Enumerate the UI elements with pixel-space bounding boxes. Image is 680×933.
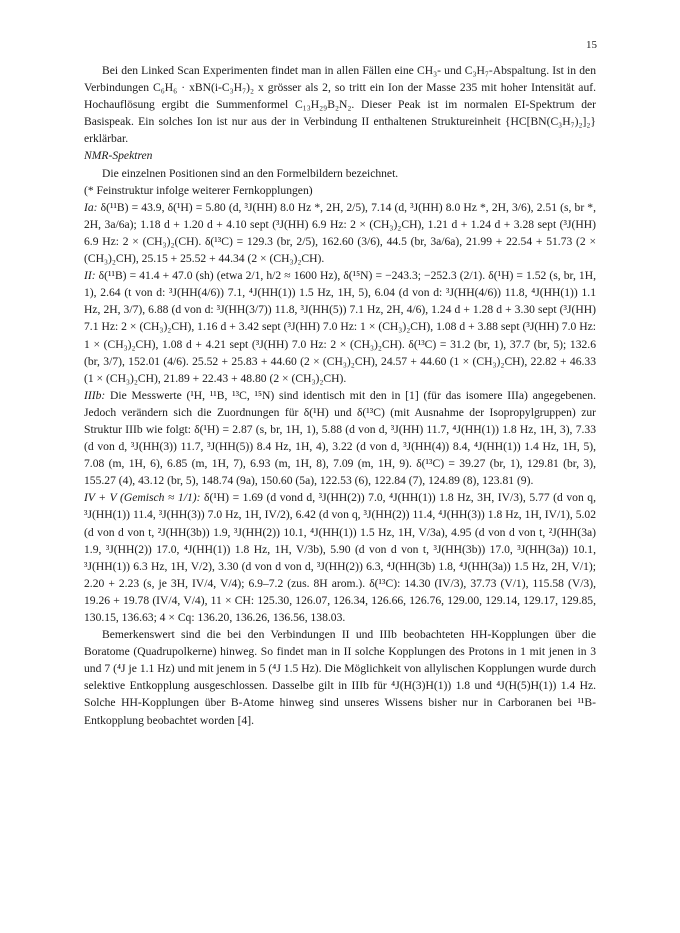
compound-label-iv-v: IV + V (Gemisch ≈ 1/1):: [84, 491, 201, 505]
nmr-entry-iv-v: [84, 489, 596, 626]
nmr-data-iiib: Die Messwerte (¹H, ¹¹B, ¹³C, ¹⁵N) sind identisch mit den in [1] (für das isomere IIIa) angegebenen. Jedoch verändern sich die Zuordnungen für δ(¹H) und δ(¹³C) (mit Ausnahme der Isopropylgruppen) zur Struktur IIIb wie folgt: δ(¹H) = 2.87 (s, br, 1H, 1), 5.88 (d von d, ³J(HH) 11.7, ⁴J(HH(1)) 1.8 Hz, 1H, 3), 7.33 (d von d, ³J(HH(3)) 11.7, ³J(HH(5)) 8.4 Hz, 1H, 4), 3.22 (d von d, ³J(HH(4)) 8.4, ⁴J(HH(1)) 1.4 Hz, 1H, 5), 7.08 (m, 1H, 6), 6.85 (m, 1H, 7), 6.93 (m, 1H, 8), 7.09 (m, 1H, 9). δ(¹³C) = 39.27 (br, 1), 129.81 (br, 3), 155.27 (4), 43.12 (br, 5), 148.74 (9a), 150.60 (5a), 122.53 (6), 122.84 (7), 124.89 (8), 123.81 (9).: [84, 388, 596, 488]
nmr-data-ii: δ(¹¹B) = 41.4 + 47.0 (sh) (etwa 2/1, h/2 ≈ 1600 Hz), δ(¹⁵N) = −243.3; −252.3 (2/1). δ(¹H) = 1.52 (s, br, 1H, 1), 2.64 (t von d: ³J(HH(4/6)) 7.1, ⁴J(HH(1)) 1.5 Hz, 1H, 5), 6.04 (d von d: ³J(HH(4/6)) 11.8, ⁴J(HH(1)) 1.1 Hz, 2H, 3/7), 6.88 (d von d: ³J(HH(3/7)) 11.8, ³J(HH(5)) 7.1 Hz, 2H, 4/6), 1.24 d + 1.28 d + 3.30 sept (³J(HH) 7.1 Hz: 2 × (CH₃)₂CH), 1.16 d + 3.42 sept (³J(HH) 7.0 Hz: 1 × (CH₃)₂CH), 1.08 d + 3.88 sept (³J(HH) 7.0 Hz: 1 × (CH₃)₂CH), 1.08 d + 4.21 sept (³J(HH) 7.0 Hz: 2 × (CH₃)₂CH). δ(¹³C) = 31.2 (br, 1), 37.7 (br, 5); 132.6 (br, 3/7), 152.01 (4/6). 25.52 + 25.83 + 44.60 (2 × (CH₃)₂CH), 24.57 + 44.60 (1 × (CH₃)₂CH), 22.82 + 46.33 (1 × (CH₃)₂CH), 21.89 + 22.43 + 48.80 (2 × (CH₃)₂CH).: [84, 269, 596, 385]
nmr-data-ia: δ(¹¹B) = 43.9, δ(¹H) = 5.80 (d, ³J(HH) 8.0 Hz *, 2H, 2/5), 7.14 (d, ³J(HH) 8.0 Hz *, 2H, 3/6), 2.51 (s, br *, 2H, 3a/6a); 1.18 d + 1.20 d + 4.10 sept (³J(HH) 6.9 Hz: 2 × (CH₃)₂CH), 1.21 d + 1.24 d + 3.28 sept (³J(HH) 6.9 Hz: 2 × (CH₃)₂(CH). δ(¹³C) = 129.3 (br, 2/5), 162.60 (3/6), 44.5 (br, 3a/6a), 21.99 + 22.54 + 51.73 (2 × (CH₃)₂CH), 25.15 + 25.52 + 44.34 (2 × (CH₃)₂CH).: [84, 200, 596, 266]
paragraph-positions-note: Die einzelnen Positionen sind an den Formelbildern bezeichnet.: [102, 166, 399, 180]
paragraph-mass-spectrometry: Bei den Linked Scan Experimenten findet man in allen Fällen eine CH₃- und C₃H₇-Abspaltung. Ist in den Verbindungen C₆H₆ · xBN(i-C₃H₇)₂ x grösser als 2, so tritt ein Ion der Masse 235 mit hoher Intensität auf. Hochauflösung ergibt die Summenformel C₁₃H₂₉B₂N₂. Dieser Peak ist im normalen EI-Spektrum der Basispeak. Ein solches Ion ist nur aus der in Verbindung II enthaltenen Struktureinheit {HC[BN(C₃H₇)₂]₂} erklärbar.: [84, 64, 596, 146]
section-heading-nmr: NMR-Spektren: [84, 149, 153, 163]
nmr-entry-ii: [84, 267, 596, 387]
compound-label-iiib: IIIb:: [84, 388, 106, 402]
page-number: 15: [586, 39, 597, 51]
paragraph-fine-structure-note: (* Feinstruktur infolge weiterer Fernkopplungen): [84, 183, 313, 197]
nmr-entry-iiib: [84, 387, 596, 490]
paragraph-hh-coupling: Bemerkenswert sind die bei den Verbindungen II und IIIb beobachteten HH-Kopplungen über die Boratome (Quadrupolkerne) hinweg. So findet man in II solche Kopplungen des Protons in 1 mit jenen in 3 und 7 (⁴J je 1.1 Hz) und mit jenem in 5 (⁴J 1.5 Hz). Die Möglichkeit von allylischen Kopplungen wurde durch selektive Entkopplung ausgeschlossen. Dasselbe gilt in IIIb für ⁴J(H(3)H(1)) 1.8 und ⁴J(H(5)H(1)) 1.4 Hz. Solche HH-Kopplungen über B-Atome hinweg sind unseres Wissens bisher nur in Carboranen bei ¹¹B-Entkopplung beobachtet worden [4].: [84, 628, 596, 727]
body-text: [84, 62, 596, 729]
nmr-entry-ia: [84, 199, 596, 267]
compound-label-ii: II:: [84, 269, 96, 283]
nmr-data-iv-v: δ(¹H) = 1.69 (d vond d, ³J(HH(2)) 7.0, ⁴J(HH(1)) 1.8 Hz, 3H, IV/3), 5.77 (d von q, ³J(HH(1)) 11.4, ³J(HH(3)) 7.0 Hz, 1H, IV/2), 6.42 (d von q, ³J(HH(2)) 11.4, ⁴J(HH(3)) 1.8 Hz, 1H, IV/1), 5.02 (d von d von t, ²J(HH(3b)) 1.9, ³J(HH(2)) 10.1, ⁴J(HH(1)) 1.5 Hz, 1H, V/3a), 4.95 (d von d von t, ²J(HH(3a) 1.9, ³J(HH(2)) 17.0, ⁴J(HH(1)) 1.8 Hz, 1H, V/3b), 5.90 (d von d von t, ³J(HH(3b)) 17.0, ³J(HH(3a)) 10.1, ³J(HH(1)) 6.3 Hz, 1H, V/2), 3.30 (d von d von d, ³J(HH(2)) 6.3, ⁴J(HH(3b) 1.8, ⁴J(HH(3a)) 1.5 Hz, 2H, V/1); 2.20 + 2.23 (s, je 3H, IV/4, V/4); 6.9–7.2 (zus. 8H arom.). δ(¹³C): 14.30 (IV/3), 37.73 (V/1), 115.58 (V/3), 19.26 + 19.78 (IV/4, V/4), 11 × CH: 125.30, 126.07, 126.34, 126.66, 126.76, 129.00, 129.14, 129.17, 129.85, 130.15, 136.63; 4 × Cq: 136.20, 136.26, 136.56, 138.03.: [84, 491, 596, 624]
compound-label-ia: Ia:: [84, 200, 98, 214]
